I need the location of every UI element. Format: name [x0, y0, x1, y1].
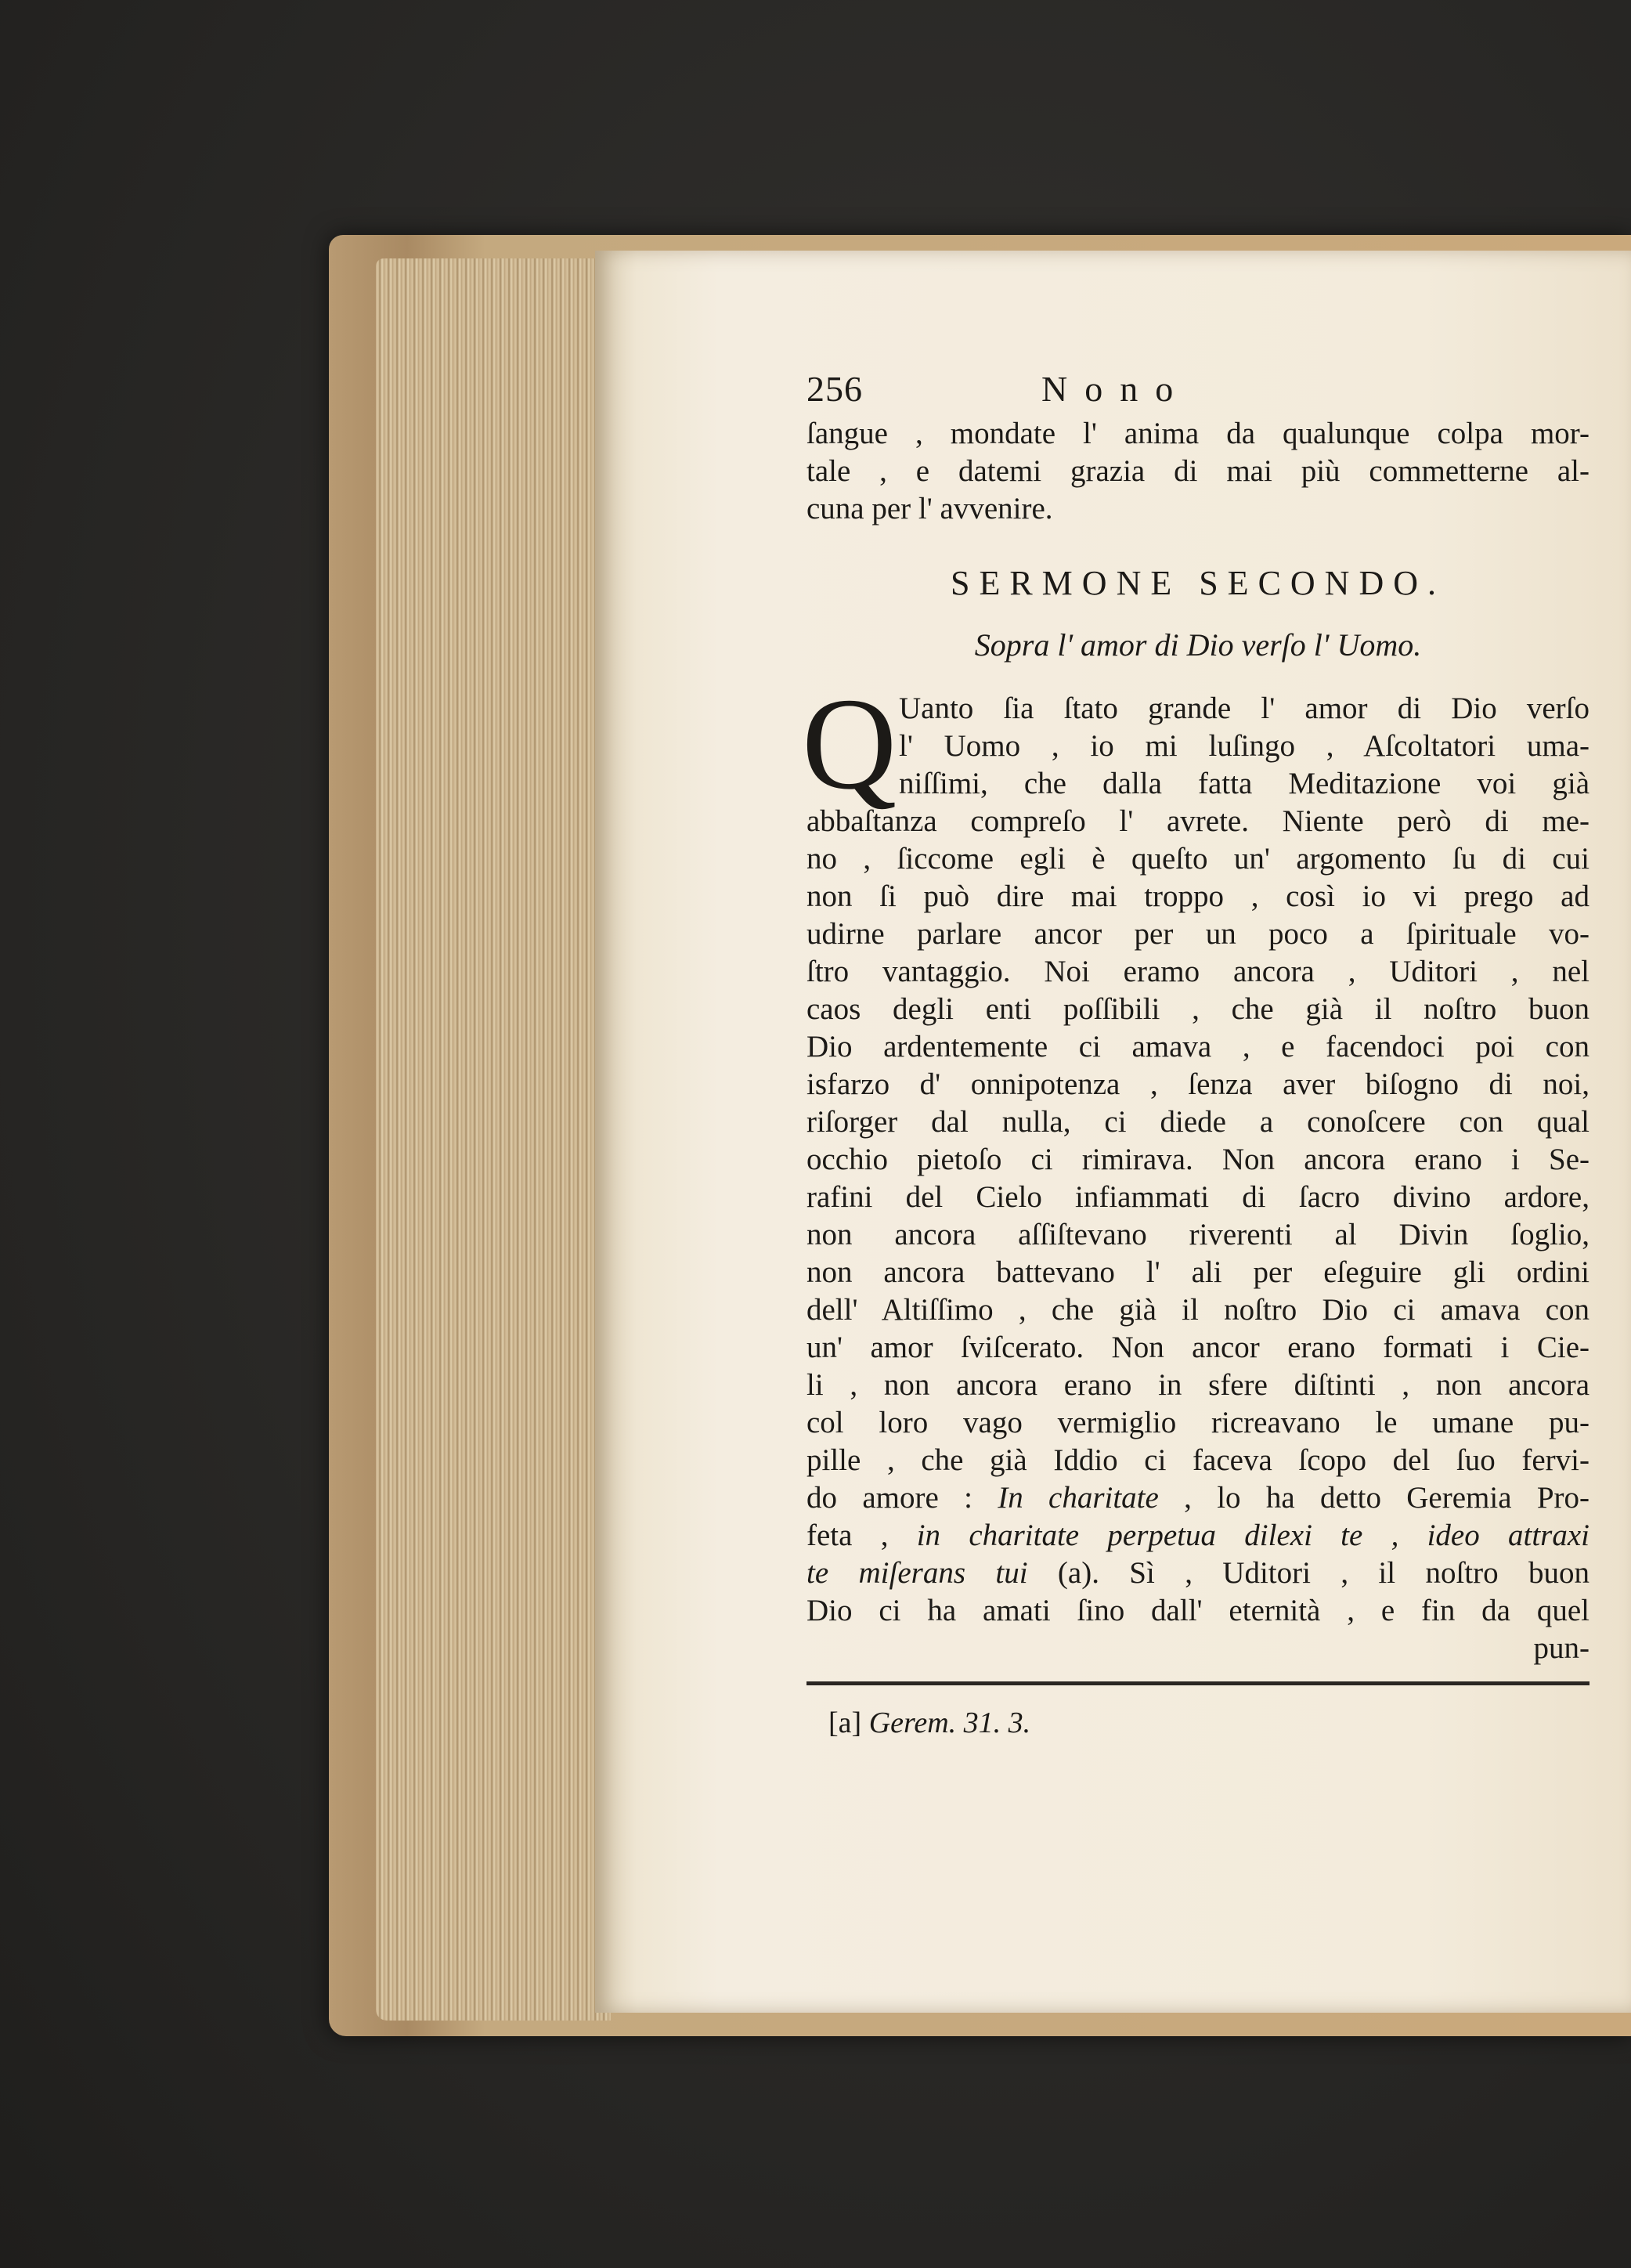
footnote-mark: [a]	[828, 1706, 862, 1739]
text-line: pille , che già Iddio ci faceva ſcopo del ſuo fervi-	[806, 1443, 1590, 1477]
text-run: (a). Sì , Uditori , il noſtro buon	[1027, 1556, 1590, 1590]
italic-run: te miſerans tui	[806, 1556, 1028, 1590]
text-line: cuna per l' avvenire.	[806, 492, 1053, 525]
sermon-title: SERMONE SECONDO.	[950, 564, 1446, 602]
text-line: caos degli enti poſſibili , che già il noſtro buon	[806, 992, 1590, 1026]
page-number: 256	[806, 369, 863, 409]
running-head: Nono	[1041, 369, 1191, 409]
text-line: niſſimi, che dalla fatta Meditazione voi già	[899, 767, 1590, 800]
footnote-text: Gerem. 31. 3.	[868, 1706, 1031, 1739]
page-header	[806, 368, 1590, 415]
catchword: pun-	[1533, 1631, 1590, 1665]
text-line: abbaſtanza compreſo l' avrete. Niente però di me-	[806, 804, 1590, 838]
text-run: feta ,	[806, 1519, 917, 1552]
text-line: occhio pietoſo ci rimirava. Non ancora erano i Se-	[806, 1143, 1590, 1176]
text-line: isfarzo d' onnipotenza , ſenza aver biſogno di noi,	[806, 1067, 1590, 1101]
page-edges	[376, 258, 611, 2021]
text-line: li , non ancora erano in sfere diſtinti , non ancora	[806, 1368, 1590, 1402]
text-line: riſorger dal nulla, ci diede a conoſcere con qual	[806, 1105, 1590, 1139]
text-run: , lo ha detto Geremia Pro-	[1158, 1481, 1590, 1515]
text-line: l' Uomo , io mi luſingo , Aſcoltatori uma-	[899, 729, 1590, 763]
text-line: non ancora aſſiſtevano riverenti al Divin ſoglio,	[806, 1218, 1590, 1251]
sermon-subtitle: Sopra l' amor di Dio verſo l' Uomo.	[974, 627, 1422, 663]
text-line: ſtro vantaggio. Noi eramo ancora , Uditori , nel	[806, 955, 1590, 988]
drop-cap: Q	[802, 671, 897, 817]
text-line	[806, 1479, 1590, 1517]
footnote	[806, 1706, 1590, 1740]
text-line: non ancora battevano l' ali per eſeguire gli ordini	[806, 1255, 1590, 1289]
text-line: col loro vago vermiglio ricreavano le umane pu-	[806, 1406, 1590, 1439]
italic-run: in charitate perpetua dilexi te , ideo attraxi	[916, 1519, 1590, 1552]
text-line: dell' Altiſſimo , che già il noſtro Dio ci amava con	[806, 1293, 1590, 1327]
text-line: Dio ci ha amati ſino dall' eternità , e fin da quel	[806, 1594, 1590, 1627]
text-line: un' amor ſviſcerato. Non ancor erano formati i Cie-	[806, 1331, 1590, 1364]
page-text	[802, 368, 1590, 1740]
text-line	[806, 1555, 1590, 1592]
text-line: non ſi può dire mai troppo , così io vi prego ad	[806, 879, 1590, 913]
text-line: Uanto ſia ſtato grande l' amor di Dio verſo	[899, 692, 1590, 725]
text-line: no , ſiccome egli è queſto un' argomento ſu di cui	[806, 842, 1590, 876]
text-line	[806, 1517, 1590, 1555]
italic-run: In charitate	[998, 1481, 1159, 1515]
drop-cap-paragraph	[802, 671, 1590, 817]
text-line: rafini del Cielo infiammati di ſacro divino ardore,	[806, 1180, 1590, 1214]
text-line: udirne parlare ancor per un poco a ſpirituale vo-	[806, 917, 1590, 951]
footnote-rule	[806, 1681, 1590, 1685]
text-line: ſangue , mondate l' anima da qualunque colpa mor-	[806, 417, 1590, 450]
text-line: tale , e datemi grazia di mai più commetterne al-	[806, 454, 1590, 488]
text-run: do amore :	[806, 1481, 998, 1515]
text-line: Dio ardentemente ci amava , e facendoci poi con	[806, 1030, 1590, 1064]
